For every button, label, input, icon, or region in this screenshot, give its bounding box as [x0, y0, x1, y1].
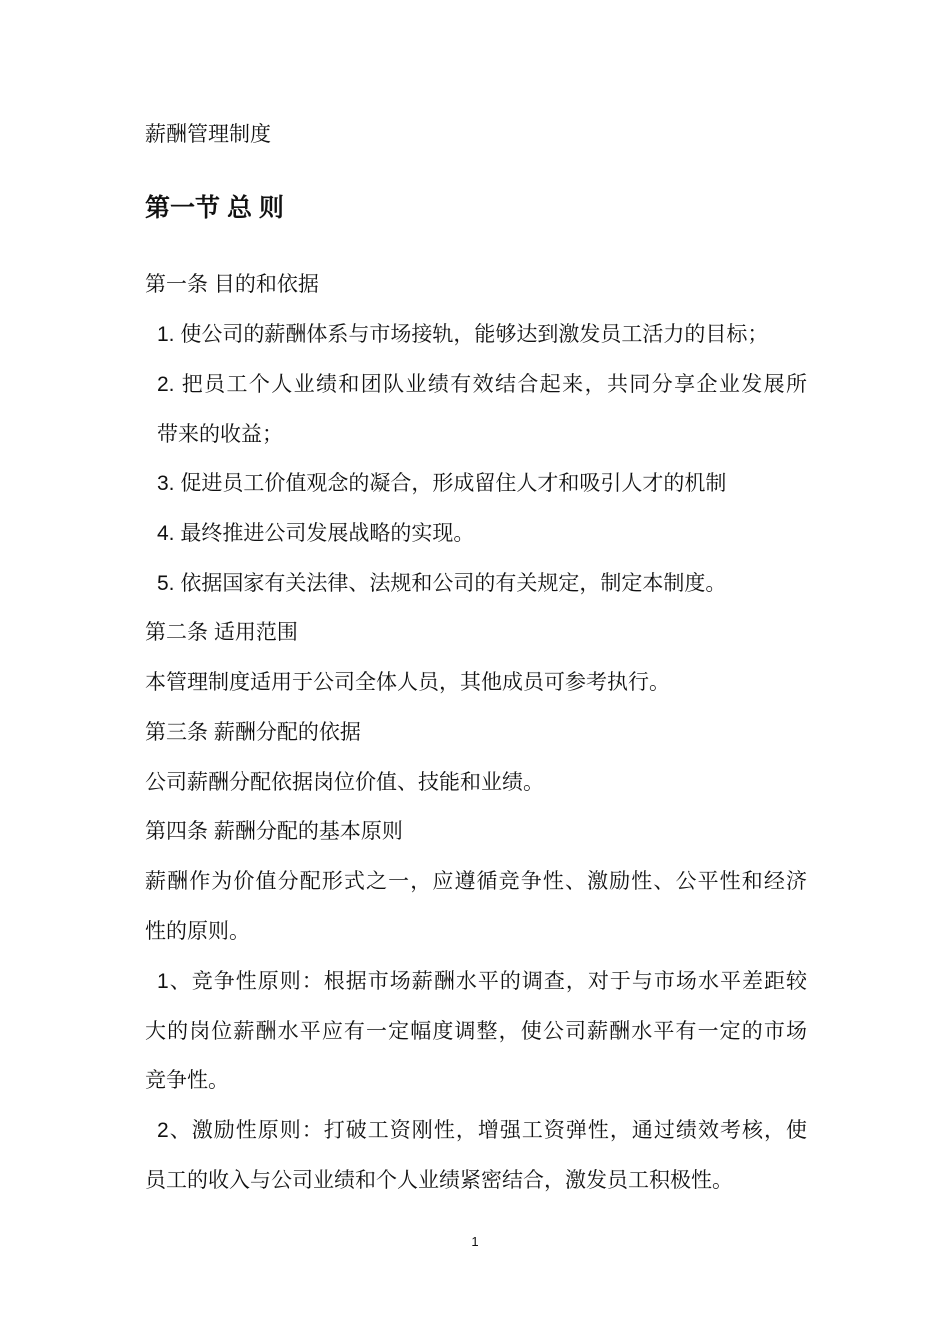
- list-item: 1. 使公司的薪酬体系与市场接轨，能够达到激发员工活力的目标；: [157, 323, 769, 346]
- principle-item: 2、激励性原则：打破工资刚性，增强工资弹性，通过绩效考核，使: [157, 1119, 807, 1142]
- page-number: 1: [471, 1234, 479, 1249]
- section-heading: 第一节 总 则: [145, 194, 284, 222]
- article-heading: 第四条 薪酬分配的基本原则: [145, 820, 403, 843]
- list-item: 2. 把员工个人业绩和团队业绩有效结合起来，共同分享企业发展所: [157, 373, 807, 396]
- list-item: 4. 最终推进公司发展战略的实现。: [157, 522, 475, 545]
- principle-item: 1、竞争性原则：根据市场薪酬水平的调查，对于与市场水平差距较: [157, 970, 807, 993]
- paragraph: 本管理制度适用于公司全体人员，其他成员可参考执行。: [145, 671, 670, 694]
- principle-item-continuation: 竞争性。: [145, 1069, 229, 1092]
- list-item: 5. 依据国家有关法律、法规和公司的有关规定，制定本制度。: [157, 572, 727, 595]
- list-item: 3. 促进员工价值观念的凝合，形成留住人才和吸引人才的机制: [157, 472, 727, 495]
- paragraph-continuation: 性的原则。: [145, 920, 250, 943]
- principle-item-continuation: 大的岗位薪酬水平应有一定幅度调整，使公司薪酬水平有一定的市场: [145, 1020, 807, 1043]
- article-heading: 第二条 适用范围: [145, 621, 298, 644]
- article-heading: 第一条 目的和依据: [145, 273, 319, 296]
- paragraph: 薪酬作为价值分配形式之一，应遵循竞争性、激励性、公平性和经济: [145, 870, 807, 893]
- principle-item-continuation: 员工的收入与公司业绩和个人业绩紧密结合，激发员工积极性。: [145, 1169, 733, 1192]
- article-heading: 第三条 薪酬分配的依据: [145, 721, 361, 744]
- paragraph: 公司薪酬分配依据岗位价值、技能和业绩。: [145, 771, 544, 794]
- document-title: 薪酬管理制度: [145, 123, 271, 146]
- list-item-continuation: 带来的收益；: [157, 423, 283, 446]
